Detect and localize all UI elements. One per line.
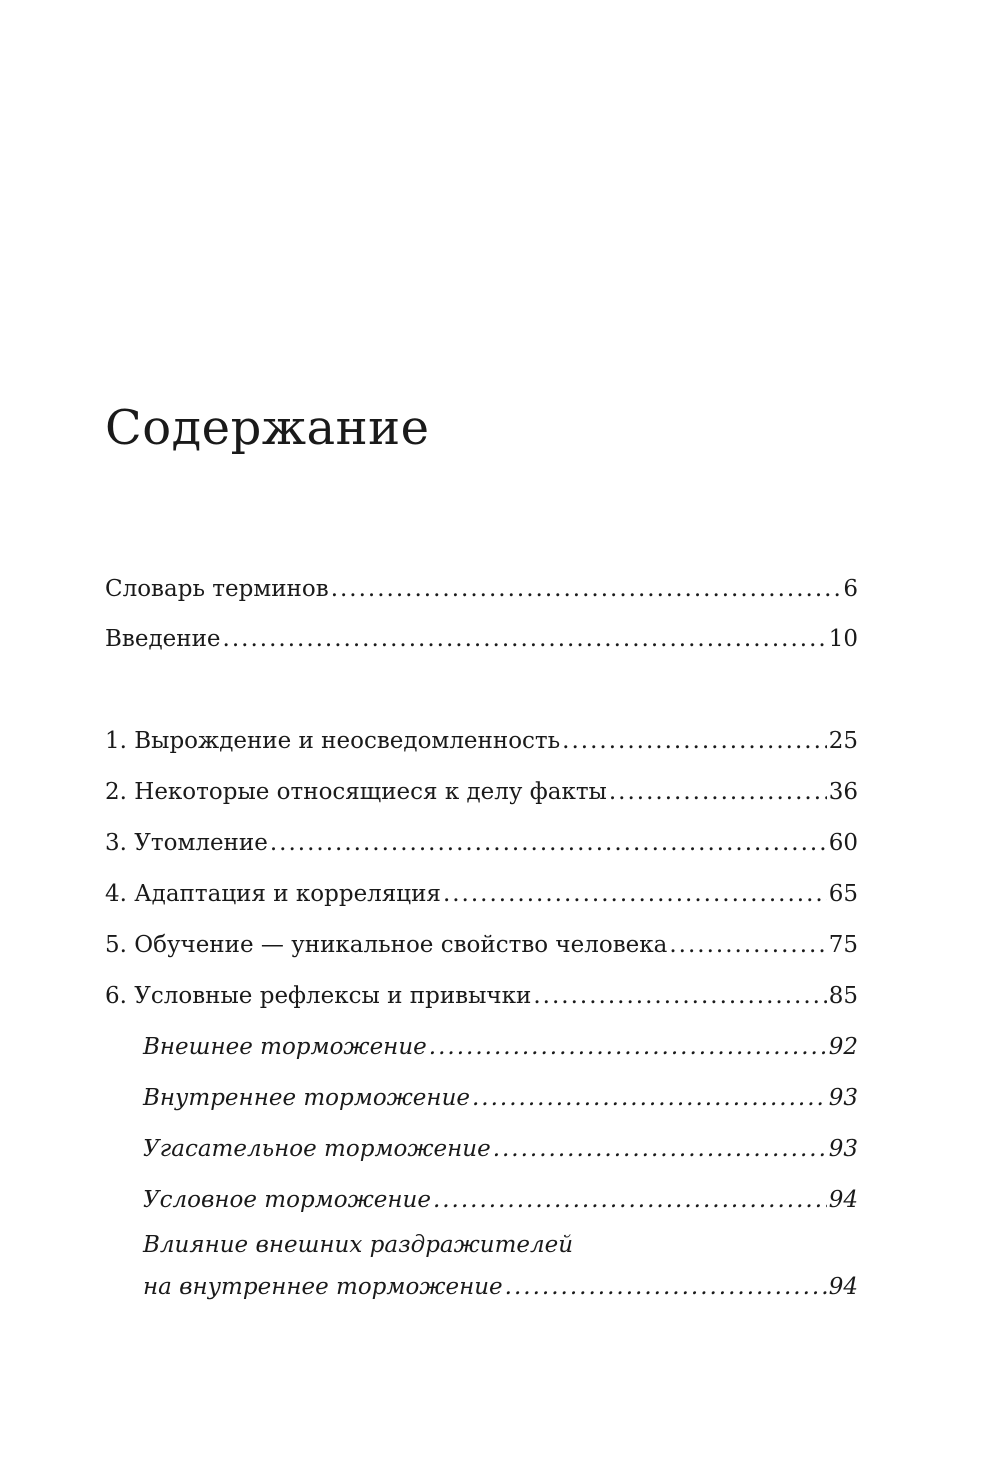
toc-entry-chapter-3[interactable]	[105, 824, 858, 858]
toc-entry-page: 10	[828, 626, 858, 652]
toc-entry-label: Введение	[105, 626, 221, 652]
page-title: Содержание	[105, 400, 430, 456]
toc-entry-page: 60	[828, 830, 858, 856]
toc-entry-introduction[interactable]	[105, 620, 858, 654]
toc-entry-page: 85	[828, 983, 858, 1009]
toc-entry-page: 36	[828, 779, 858, 805]
toc-entry-page: 94	[828, 1274, 858, 1300]
toc-entry-chapter-5[interactable]	[105, 926, 858, 960]
dot-leader	[433, 1185, 827, 1215]
toc-entry-chapter-4[interactable]	[105, 875, 858, 909]
toc-entry-label: Условное торможение	[143, 1187, 431, 1213]
toc-entry-label: 1. Вырождение и неосведомленность	[105, 728, 561, 754]
toc-entry-label: Словарь терминов	[105, 576, 329, 602]
toc-entry-chapter-6[interactable]	[105, 977, 858, 1011]
toc-entry-chapter-2[interactable]	[105, 773, 858, 807]
toc-entry-page: 94	[828, 1187, 858, 1213]
toc-entry-external-stimuli-influence[interactable]	[143, 1268, 858, 1302]
toc-entry-label: 5. Обучение — уникальное свойство человека	[105, 932, 668, 958]
toc-entry-label: Внешнее торможение	[143, 1034, 427, 1060]
dot-leader	[223, 624, 827, 654]
toc-entry-page: 25	[828, 728, 858, 754]
dot-leader	[609, 777, 827, 807]
toc-entry-conditioned-inhibition[interactable]	[143, 1181, 858, 1215]
toc-entry-external-inhibition[interactable]	[143, 1028, 858, 1062]
toc-entry-label: 3. Утомление	[105, 830, 268, 856]
toc-entry-glossary[interactable]	[105, 570, 858, 604]
toc-entry-label-line1: Влияние внешних раздражителей	[143, 1232, 574, 1258]
toc-entry-extinctive-inhibition[interactable]	[143, 1130, 858, 1164]
toc-entry-label: 4. Адаптация и корреляция	[105, 881, 441, 907]
toc-entry-page: 75	[828, 932, 858, 958]
dot-leader	[505, 1272, 827, 1302]
toc-entry-page: 93	[828, 1136, 858, 1162]
toc-entry-label: на внутреннее торможение	[143, 1274, 503, 1300]
toc-entry-internal-inhibition[interactable]	[143, 1079, 858, 1113]
dot-leader	[331, 574, 842, 604]
dot-leader	[429, 1032, 827, 1062]
dot-leader	[493, 1134, 827, 1164]
toc-entry-chapter-1[interactable]	[105, 722, 858, 756]
toc-entry-page: 92	[828, 1034, 858, 1060]
dot-leader	[562, 726, 827, 756]
dot-leader	[270, 828, 827, 858]
toc-entry-label: 2. Некоторые относящиеся к делу факты	[105, 779, 607, 805]
dot-leader	[533, 981, 826, 1011]
dot-leader	[443, 879, 827, 909]
toc-entry-page: 6	[843, 576, 858, 602]
toc-entry-page: 65	[828, 881, 858, 907]
toc-entry-page: 93	[828, 1085, 858, 1111]
toc-entry-label: Внутреннее торможение	[143, 1085, 470, 1111]
toc-entry-label: 6. Условные рефлексы и привычки	[105, 983, 532, 1009]
dot-leader	[472, 1083, 827, 1113]
toc-entry-label: Угасательное торможение	[143, 1136, 491, 1162]
dot-leader	[669, 930, 826, 960]
